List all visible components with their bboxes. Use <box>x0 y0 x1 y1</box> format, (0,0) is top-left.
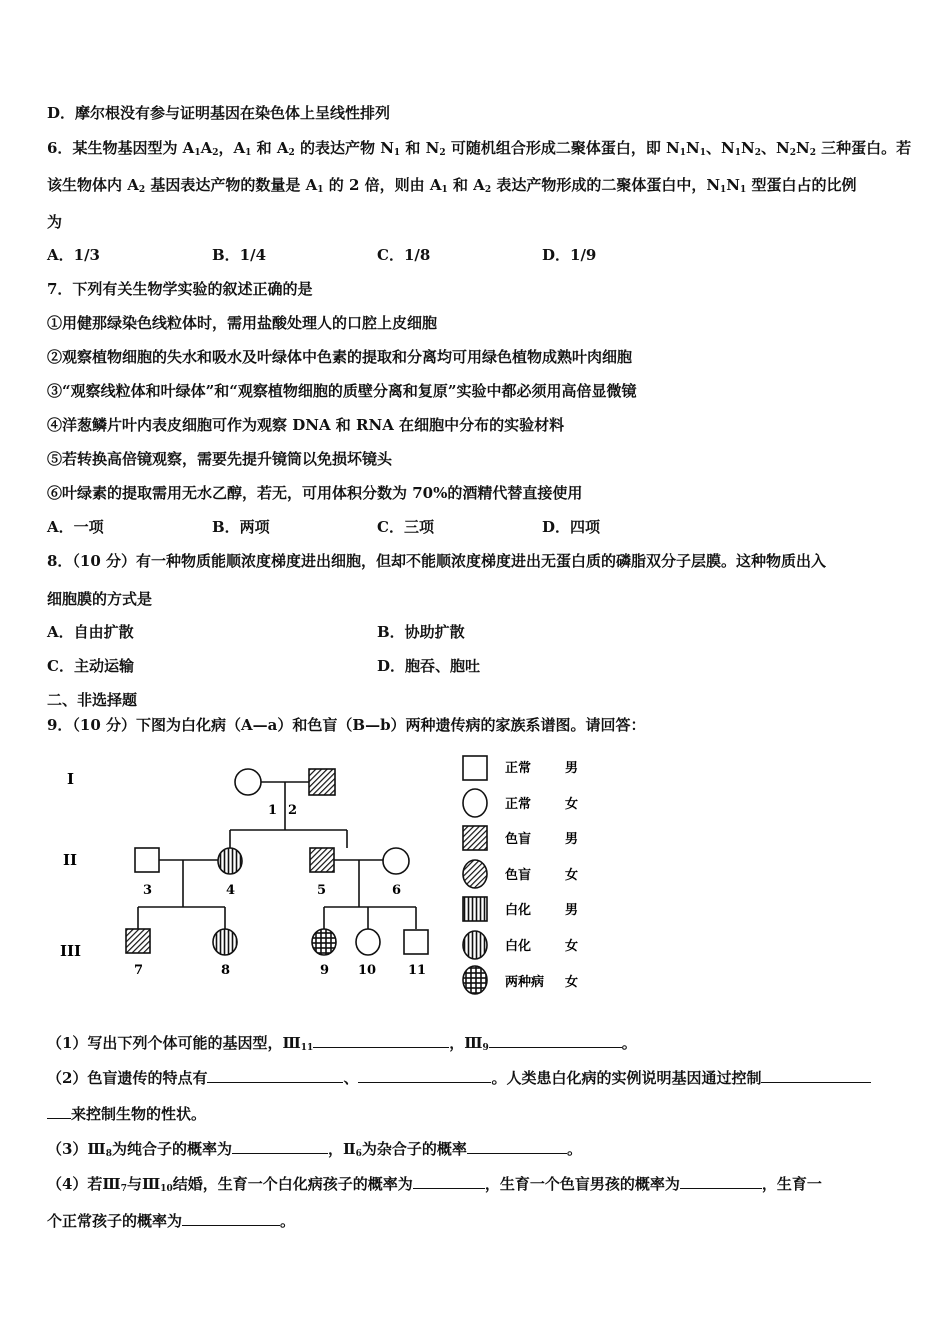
generation-label-3: III <box>60 942 82 960</box>
individual-number: 8 <box>221 963 231 978</box>
individual-II-5 <box>310 848 334 872</box>
individual-number: 5 <box>317 883 327 898</box>
individual-number: 7 <box>134 963 144 978</box>
answer-blank[interactable] <box>680 1173 762 1189</box>
q9-part4-cont: 个正常孩子的概率为 。 <box>47 1212 296 1230</box>
legend-symbol-normal-male <box>463 756 487 780</box>
legend-symbol-colorblind-female <box>463 860 487 888</box>
legend-label: 色盲 <box>505 832 532 847</box>
answer-blank[interactable] <box>467 1138 567 1154</box>
individual-III-11 <box>404 930 428 954</box>
q6-stem-line3: 为 <box>47 213 63 231</box>
legend-label: 白化 <box>505 903 532 918</box>
individual-III-7 <box>126 929 150 953</box>
q9-stem: 9．（10 分）下图为白化病（A—a）和色盲（B—b）两种遗传病的家族系谱图。请回答： <box>47 716 646 734</box>
legend-sex: 女 <box>565 868 579 883</box>
q9-part4: （4）若$Ⅲ_7$与$Ⅲ_{10}$结婚，生育一个白化病孩子的概率为 ，生育一个色盲男孩的概率为 ，生育一 <box>47 1175 822 1194</box>
q7-item-5: ⑤若转换高倍镜观察，需要先提升镜筒以免损坏镜头 <box>47 450 393 468</box>
legend-label: 正常 <box>505 797 532 812</box>
q7-item-1: ①用健那绿染色线粒体时，需用盐酸处理人的口腔上皮细胞 <box>47 314 438 332</box>
q7-option-b[interactable]: B．两项 <box>212 518 270 536</box>
answer-blank[interactable] <box>358 1067 491 1083</box>
legend-symbol-colorblind-male <box>463 826 487 850</box>
individual-I-2 <box>309 769 335 795</box>
q8-stem-line2: 细胞膜的方式是 <box>47 590 153 608</box>
individual-number: 10 <box>358 963 377 978</box>
q8-option-c[interactable]: C．主动运输 <box>47 657 134 675</box>
pedigree-legend <box>463 756 578 994</box>
individual-number: 9 <box>320 963 330 978</box>
legend-label: 两种病 <box>505 975 545 990</box>
q7-option-c[interactable]: C．三项 <box>377 518 434 536</box>
legend-sex: 女 <box>565 975 579 990</box>
legend-symbol-albino-female <box>463 931 487 959</box>
q7-item-2: ②观察植物细胞的失水和吸水及叶绿体中色素的提取和分离均可用绿色植物成熟叶肉细胞 <box>47 348 633 366</box>
individual-III-8 <box>213 929 237 955</box>
individual-number: 3 <box>143 883 153 898</box>
section-heading: 二、非选择题 <box>47 691 138 709</box>
legend-sex: 女 <box>565 797 579 812</box>
individual-number: 4 <box>226 883 236 898</box>
answer-blank[interactable] <box>489 1032 622 1048</box>
answer-blank[interactable] <box>761 1067 871 1083</box>
q8-option-a[interactable]: A．自由扩散 <box>47 623 134 641</box>
q7-item-3: ③“观察线粒体和叶绿体”和“观察植物细胞的质壁分离和复原”实验中都必须用高倍显微镜 <box>47 382 637 400</box>
q6-option-c[interactable]: C．1/8 <box>377 246 431 264</box>
individual-number: 11 <box>408 963 427 978</box>
individual-II-3 <box>135 848 159 872</box>
q8-option-b[interactable]: B．协助扩散 <box>377 623 465 641</box>
q7-item-6: ⑥叶绿素的提取需用无水乙醇，若无，可用体积分数为 70%的酒精代替直接使用 <box>47 484 583 502</box>
answer-blank[interactable] <box>413 1173 485 1189</box>
q9-part1: （1）写出下列个体可能的基因型，$Ⅲ_{11}$ ，$Ⅲ_9$ 。 <box>47 1034 637 1053</box>
individual-number: 6 <box>392 883 402 898</box>
individual-III-9 <box>312 929 336 955</box>
q7-option-a[interactable]: A．一项 <box>47 518 104 536</box>
legend-symbol-normal-female <box>463 789 487 817</box>
q9-part3: $(3)Ⅲ_8$为纯合子的概率为 ，$Ⅱ_6$为杂合子的概率 。 <box>47 1140 582 1159</box>
q7-item-4: ④洋葱鳞片叶内表皮细胞可作为观察 DNA 和 RNA 在细胞中分布的实验材料 <box>47 416 565 434</box>
answer-blank[interactable] <box>313 1032 449 1048</box>
individual-number: 1 <box>268 803 278 818</box>
q5-option-d: D．摩尔根没有参与证明基因在染色体上呈线性排列 <box>47 104 391 122</box>
answer-blank[interactable] <box>182 1210 280 1226</box>
answer-blank[interactable] <box>207 1067 343 1083</box>
q6-option-b[interactable]: B．1/4 <box>212 246 267 264</box>
generation-label-1: I <box>67 770 75 788</box>
q7-option-d[interactable]: D．四项 <box>542 518 601 536</box>
q6-stem-line2: 该生物体内 $A_2$ 基因表达产物的数量是 $A_1$ 的 2 倍，则由 $A_1$ 和 $A_2$ 表达产物形成的二聚体蛋白中，$N_1N_1$ 型蛋白占的比例 <box>47 176 857 195</box>
q6-option-d[interactable]: D．1/9 <box>542 246 597 264</box>
q9-part2-cont: 来控制生物的性状。 <box>47 1103 206 1124</box>
q6-stem-line1: 6．某生物基因型为 $A_1A_2$，$A_1$ 和 $A_2$ 的表达产物 $N_1$ 和 $N_2$ 可随机组合形成二聚体蛋白，即 $N_1N_1$、$N_1N_2$、$N_2N_2$ 三种蛋白。若 <box>47 139 912 158</box>
legend-label: 正常 <box>505 761 532 776</box>
individual-II-4 <box>218 848 242 874</box>
legend-symbol-both-diseases-female <box>463 966 487 994</box>
pedigree-chart <box>55 752 595 1007</box>
legend-sex: 男 <box>565 903 579 918</box>
q8-stem-line1: 8．（10 分）有一种物质能顺浓度梯度进出细胞，但却不能顺浓度梯度进出无蛋白质的磷脂双分子层膜。这种物质出入 <box>47 552 827 570</box>
individual-I-1 <box>235 769 261 795</box>
individual-II-6 <box>383 848 409 874</box>
answer-blank[interactable] <box>232 1138 328 1154</box>
legend-label: 色盲 <box>505 868 532 883</box>
q6-option-a[interactable]: A．1/3 <box>47 246 100 264</box>
legend-sex: 女 <box>565 939 579 954</box>
answer-blank[interactable] <box>47 1103 71 1119</box>
individual-III-10 <box>356 929 380 955</box>
q7-stem: 7．下列有关生物学实验的叙述正确的是 <box>47 280 313 298</box>
individual-number: 2 <box>288 803 298 818</box>
q8-option-d[interactable]: D．胞吞、胞吐 <box>377 657 481 675</box>
q9-part2: （2）色盲遗传的特点有 、 。人类患白化病的实例说明基因通过控制 <box>47 1067 871 1088</box>
legend-label: 白化 <box>505 939 532 954</box>
legend-sex: 男 <box>565 761 579 776</box>
legend-sex: 男 <box>565 832 579 847</box>
generation-label-2: II <box>63 851 78 869</box>
legend-symbol-albino-male <box>463 897 487 921</box>
